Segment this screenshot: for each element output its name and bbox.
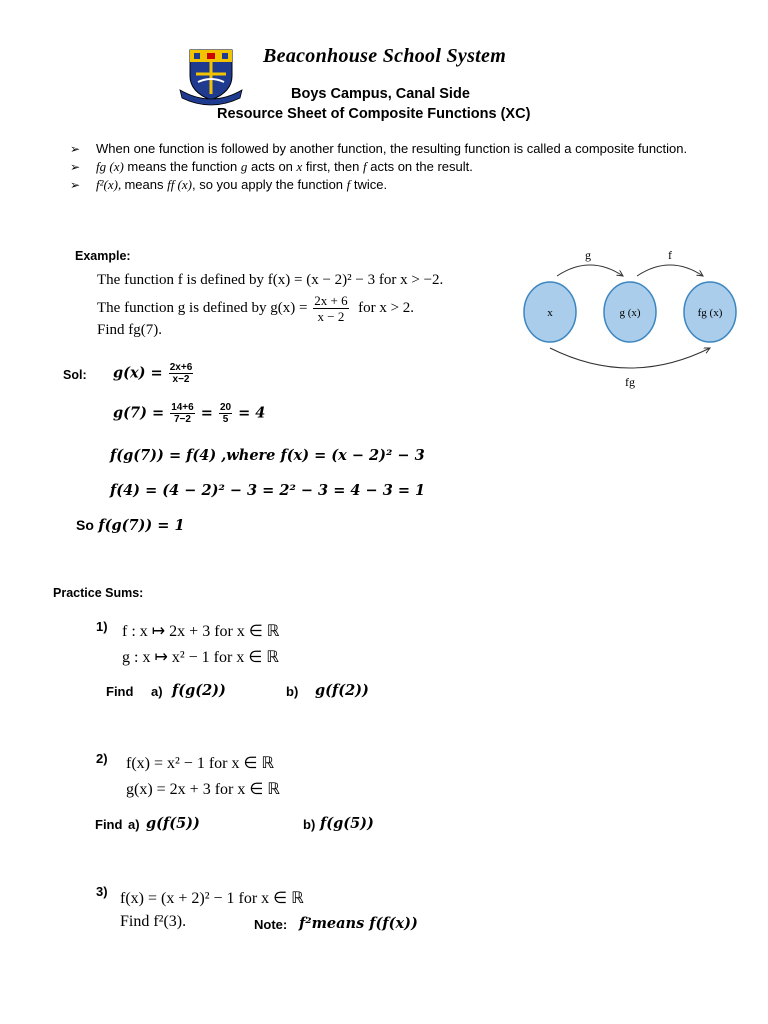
solution-answer (76, 517, 185, 535)
denominator: 7−2 (173, 414, 191, 425)
bullet-math: f (363, 159, 367, 174)
arrow-label-fg: fg (625, 375, 635, 389)
example-line-f: The function f is defined by f(x) = (x − 2)² − 3 for x > −2. (97, 272, 444, 288)
arrow-bullet-icon: ➢ (70, 178, 81, 192)
bullet-item (70, 140, 710, 158)
math-expression: = (200, 404, 213, 422)
school-logo (176, 46, 246, 106)
numerator: 14+6 (171, 402, 194, 413)
part-b-label: b) (303, 817, 316, 832)
example-text: for x > 2. (358, 299, 415, 316)
bullet-text: twice. (350, 177, 388, 192)
fraction (169, 362, 194, 385)
part-a-label: a) (151, 684, 163, 699)
numerator: 2x+6 (169, 362, 193, 373)
question-2-line-2: g(x) = 2x + 3 for x ∈ ℝ (126, 781, 280, 798)
arrow-f (637, 265, 703, 276)
arrow-bullet-icon: ➢ (70, 142, 81, 156)
denominator: 5 (222, 414, 229, 425)
question-1-line-1: f : x ↦ 2x + 3 for x ∈ ℝ (122, 623, 280, 640)
fraction (313, 293, 348, 324)
composite-function-diagram (515, 246, 745, 392)
bullet-text: acts on the result. (366, 159, 473, 174)
fraction (219, 402, 232, 425)
note-label: Note: (254, 917, 288, 932)
bullet-text: means the function (123, 159, 241, 174)
part-a-expression: g(f(5)) (146, 815, 200, 832)
numerator: 20 (219, 402, 232, 413)
part-a-label: a) (128, 817, 140, 832)
answer-word: So (76, 517, 94, 533)
question-number: 1) (96, 619, 108, 634)
bullet-math: f (346, 177, 351, 192)
question-number: 2) (96, 751, 108, 766)
arrow-g (557, 265, 623, 276)
solution-line-3: f(g(7)) = f(4) ,where f(x) = (x − 2)² − 3 (110, 447, 425, 464)
part-a-expression: f(g(2)) (172, 682, 226, 699)
math-expression: g(7) = (113, 404, 165, 422)
answer-expression: f(g(7)) = 1 (98, 517, 185, 534)
circle-label-x: x (547, 307, 553, 319)
part-b-expression: f(g(5)) (320, 815, 374, 832)
example-line-g (97, 293, 414, 324)
denominator: x − 2 (317, 309, 345, 324)
example-label: Example: (75, 249, 131, 263)
bullet-text: When one function is followed by another function, the resulting function is called a composite function. (96, 141, 688, 156)
bullet-math: g (240, 159, 248, 174)
school-name: Beaconhouse School System (263, 45, 507, 67)
question-3-line-1: f(x) = (x + 2)² − 1 for x ∈ ℝ (120, 890, 304, 907)
circle-label-gx: g (x) (619, 307, 641, 319)
arrow-label-f: f (668, 248, 672, 262)
math-expression: = 4 (238, 404, 266, 422)
part-b-label: b) (286, 684, 299, 699)
campus-name: Boys Campus, Canal Side (291, 86, 470, 102)
example-line-find: Find fg(7). (97, 322, 162, 338)
arrow-label-g: g (585, 248, 591, 262)
fraction (170, 402, 195, 425)
math-expression: g(x) = (113, 364, 163, 382)
definition-list (70, 140, 710, 194)
bullet-math: x (296, 159, 303, 174)
bullet-math: f²(x), (96, 177, 125, 192)
bullet-math: ff (x) (167, 177, 192, 192)
page-title: Resource Sheet of Composite Functions (XC) (217, 106, 531, 122)
denominator: x−2 (172, 374, 190, 385)
bullet-text: acts on (247, 159, 297, 174)
question-number: 3) (96, 884, 108, 899)
bullet-item (70, 176, 710, 194)
bullet-text: , so you apply the function (191, 177, 347, 192)
example-text: The function g is defined by g(x) = (97, 299, 312, 316)
find-label: Find (95, 817, 123, 832)
bullet-text: means (124, 177, 168, 192)
note-expression: f²means f(f(x)) (299, 915, 418, 932)
bullet-item (70, 158, 710, 176)
school-crest-icon (176, 46, 246, 106)
arrow-bullet-icon: ➢ (70, 160, 81, 174)
question-2-line-1: f(x) = x² − 1 for x ∈ ℝ (126, 755, 275, 772)
solution-line-4: f(4) = (4 − 2)² − 3 = 2² − 3 = 4 − 3 = 1 (110, 482, 426, 499)
practice-label: Practice Sums: (53, 586, 144, 600)
circle-label-fgx: fg (x) (697, 307, 723, 319)
arrow-fg (550, 348, 710, 368)
question-1-line-2: g : x ↦ x² − 1 for x ∈ ℝ (122, 649, 279, 666)
bullet-text: first, then (302, 159, 363, 174)
find-label: Find (106, 684, 134, 699)
part-b-expression: g(f(2)) (315, 682, 369, 699)
numerator: 2x + 6 (314, 293, 348, 308)
solution-line-1 (113, 362, 195, 385)
question-3-line-2: Find f²(3). (120, 913, 187, 930)
solution-line-2 (113, 402, 265, 425)
bullet-math: fg (x) (96, 159, 124, 174)
solution-label: Sol: (63, 368, 87, 382)
